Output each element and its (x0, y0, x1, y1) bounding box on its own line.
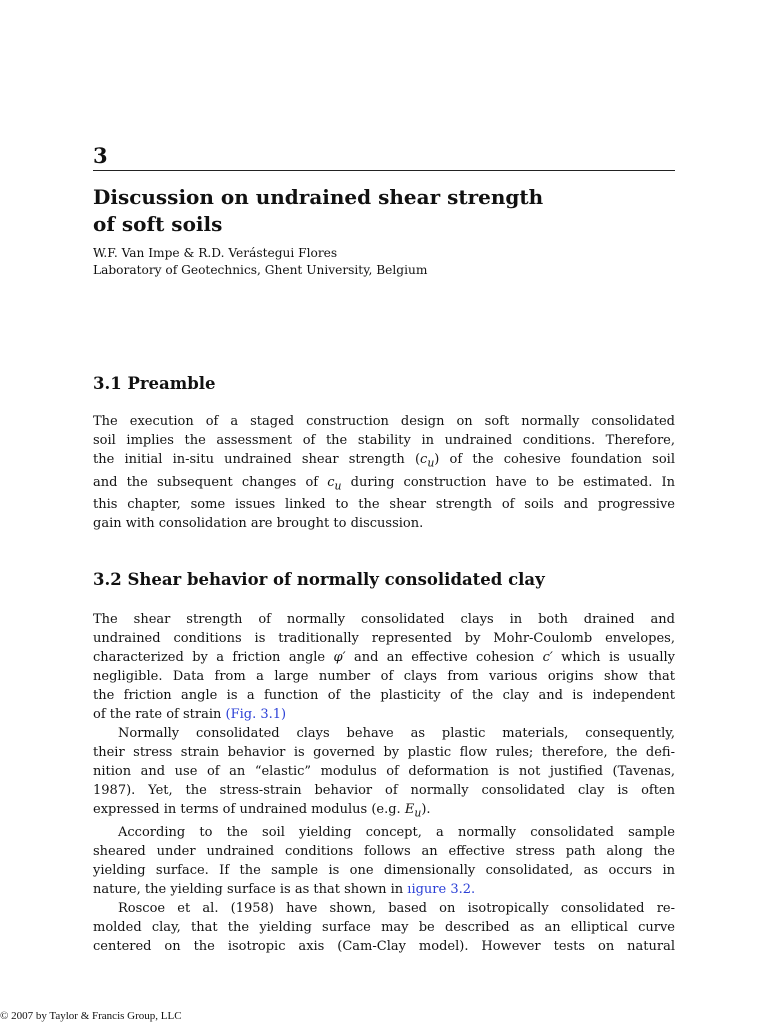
text-run: characterized by a friction angle (93, 650, 334, 665)
math-symbol: E (404, 802, 415, 817)
paragraph-line: gain with consolidation are brought to discussion. (93, 516, 424, 532)
math-symbol-c: c′ (542, 650, 553, 665)
math-subscript: u (414, 806, 422, 820)
paragraph-line: nition and use of an “elastic” modulus of deformation is not justified (Tavenas, (93, 764, 675, 779)
paragraph-line: this chapter, some issues linked to the shear strength of soils and progressive (93, 497, 675, 513)
paragraph-line (93, 473, 675, 496)
math-subscript: u (334, 479, 342, 493)
authors: W.F. Van Impe & R.D. Verástegui Flores (93, 246, 338, 260)
text-run: ). (421, 802, 431, 817)
text-run: nature, the yielding surface is as that shown in (93, 881, 408, 897)
paragraph-line (93, 705, 675, 724)
paragraph-line: centered on the isotropic axis (Cam-Clay model). However tests on natural (93, 938, 675, 954)
paragraph-line (93, 800, 675, 823)
text-run: of the rate of strain (93, 707, 226, 722)
section-heading-shear-behavior: 3.2 Shear behavior of normally consolidated clay (93, 570, 545, 589)
text-run: the initial in-situ undrained shear strength ( (93, 452, 421, 467)
chapter-number: 3 (93, 143, 108, 168)
paragraph-line: According to the soil yielding concept, a normally consolidated sample (118, 824, 675, 840)
paragraph-line (93, 880, 675, 899)
paragraph-line: Normally consolidated clays behave as plastic materials, consequently, (118, 726, 675, 741)
chapter-title-line-1: Discussion on undrained shear strength (93, 185, 544, 209)
paragraph-line (93, 450, 675, 473)
figure-reference-link[interactable]: ıigure 3.2. (407, 881, 476, 897)
shear-behavior-body (93, 610, 675, 956)
math-symbol-phi: φ′ (333, 650, 346, 665)
paragraph-line: molded clay, that the yielding surface may be described as an elliptical curve (93, 919, 675, 935)
paragraph-line: negligible. Data from a large number of clays from various origins show that (93, 669, 675, 684)
copyright-footer: © 2007 by Taylor & Francis Group, LLC (0, 1010, 182, 1022)
paragraph-line: The execution of a staged construction design on soft normally consolidated (93, 414, 675, 429)
paragraph-line: Roscoe et al. (1958) have shown, based on isotropically consolidated re- (118, 900, 675, 916)
math-symbol: c (327, 474, 335, 490)
text-run: and an effective cohesion (345, 650, 543, 665)
math-symbol: c (420, 452, 428, 467)
paragraph-line: yielding surface. If the sample is one dimensionally consolidated, as occurs in (93, 862, 675, 878)
chapter-rule (93, 170, 675, 171)
text-run: and the subsequent changes of (93, 474, 328, 490)
paragraph-line: The shear strength of normally consolidated clays in both drained and (93, 612, 675, 627)
paragraph-line: soil implies the assessment of the stability in undrained conditions. Therefore, (93, 433, 675, 448)
preamble-paragraph (93, 412, 675, 533)
paragraph-line: their stress strain behavior is governed by plastic flow rules; therefore, the defi- (93, 745, 675, 760)
paragraph-line: the friction angle is a function of the plasticity of the clay and is independent (93, 688, 675, 703)
text-run: ) of the cohesive foundation soil (434, 452, 675, 467)
paragraph-line: 1987). Yet, the stress-strain behavior of normally consolidated clay is often (93, 783, 675, 798)
paragraph-line (93, 648, 675, 667)
author-block (93, 245, 653, 279)
paragraph-line: undrained conditions is traditionally represented by Mohr-Coulomb envelopes, (93, 631, 675, 646)
text-run: expressed in terms of undrained modulus (e.g. (93, 802, 405, 817)
text-run: which is usually (552, 650, 675, 665)
math-subscript: u (427, 456, 435, 470)
section-heading-preamble: 3.1 Preamble (93, 374, 216, 393)
chapter-title (93, 184, 653, 238)
text-run: during construction have to be estimated. In (341, 474, 675, 490)
paragraph-line: sheared under undrained conditions follows an effective stress path along the (93, 843, 675, 859)
figure-reference-link[interactable]: (Fig. 3.1) (225, 707, 287, 722)
affiliation: Laboratory of Geotechnics, Ghent University, Belgium (93, 263, 428, 277)
chapter-title-line-2: of soft soils (93, 212, 223, 236)
